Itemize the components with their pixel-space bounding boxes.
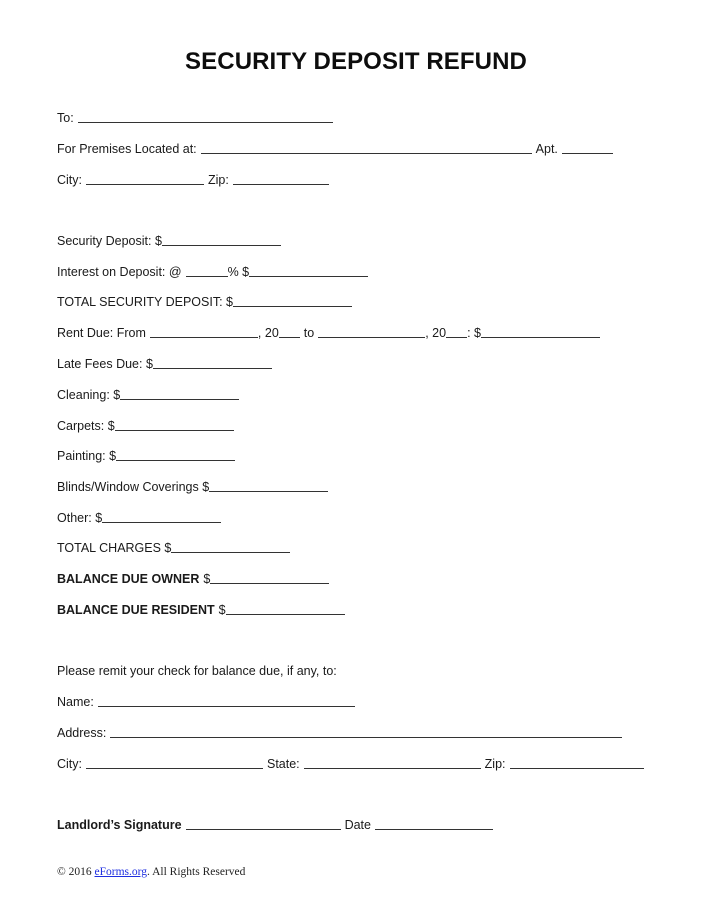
late-fees-row	[57, 356, 272, 372]
balance-resident-dollar: $	[218, 603, 226, 617]
signature-row	[57, 817, 493, 833]
remit-zip-field[interactable]	[510, 756, 644, 769]
remit-instruction: Please remit your check for balance due, if any, to:	[57, 664, 337, 678]
eforms-link[interactable]: eForms.org	[94, 866, 147, 878]
total-charges-row	[57, 540, 290, 556]
rent-to-year-field[interactable]	[446, 325, 467, 338]
rent-year1-label: , 20	[257, 326, 279, 340]
premises-field[interactable]	[201, 141, 532, 154]
painting-row	[57, 448, 235, 464]
carpets-field[interactable]	[115, 418, 234, 431]
form-title: SECURITY DEPOSIT REFUND	[185, 48, 527, 75]
remit-state-field[interactable]	[304, 756, 481, 769]
remit-city-state-zip-row	[57, 756, 644, 772]
rent-due-from-label: Rent Due: From	[57, 326, 146, 340]
city-field[interactable]	[86, 172, 204, 185]
painting-label: Painting: $	[57, 449, 117, 463]
cleaning-label: Cleaning: $	[57, 388, 121, 402]
city-zip-row	[57, 172, 329, 188]
remit-name-field[interactable]	[98, 694, 355, 707]
security-deposit-label: Security Deposit: $	[57, 234, 162, 248]
security-deposit-field[interactable]	[162, 233, 281, 246]
remit-address-label: Address:	[57, 726, 107, 740]
other-row	[57, 510, 221, 526]
rent-amount-field[interactable]	[481, 325, 600, 338]
landlord-signature-field[interactable]	[186, 817, 341, 830]
total-charges-field[interactable]	[171, 540, 290, 553]
remit-city-label: City:	[57, 757, 82, 771]
balance-owner-row	[57, 571, 329, 587]
zip-label: Zip:	[208, 173, 229, 187]
to-field[interactable]	[78, 110, 333, 123]
copyright-footer	[57, 866, 245, 878]
total-security-deposit-field[interactable]	[233, 294, 352, 307]
blinds-field[interactable]	[209, 479, 328, 492]
security-deposit-row	[57, 233, 281, 249]
late-fees-label: Late Fees Due: $	[57, 357, 153, 371]
remit-address-field[interactable]	[110, 725, 622, 738]
interest-label: Interest on Deposit: @	[57, 265, 182, 279]
balance-owner-dollar: $	[203, 572, 211, 586]
remit-state-label: State:	[267, 757, 300, 771]
cleaning-field[interactable]	[120, 387, 239, 400]
interest-amount-field[interactable]	[249, 264, 368, 277]
rent-amount-label: : $	[467, 326, 481, 340]
rights-text: . All Rights Reserved	[147, 866, 246, 878]
total-security-deposit-label: TOTAL SECURITY DEPOSIT: $	[57, 295, 233, 309]
city-label: City:	[57, 173, 82, 187]
balance-resident-field[interactable]	[226, 602, 345, 615]
carpets-row	[57, 418, 234, 434]
rent-from-year-field[interactable]	[279, 325, 300, 338]
interest-rate-field[interactable]	[186, 264, 228, 277]
remit-name-label: Name:	[57, 695, 94, 709]
remit-zip-label: Zip:	[484, 757, 506, 771]
remit-name-row	[57, 694, 355, 710]
balance-resident-label: BALANCE DUE RESIDENT	[57, 603, 215, 617]
blinds-label: Blinds/Window Coverings $	[57, 480, 210, 494]
zip-field[interactable]	[233, 172, 329, 185]
premises-label: For Premises Located at:	[57, 142, 197, 156]
painting-field[interactable]	[116, 448, 235, 461]
late-fees-field[interactable]	[153, 356, 272, 369]
rent-to-label: to	[303, 326, 315, 340]
cleaning-row	[57, 387, 239, 403]
date-field[interactable]	[375, 817, 493, 830]
apt-field[interactable]	[562, 141, 613, 154]
date-label: Date	[344, 818, 371, 832]
total-security-deposit-row	[57, 294, 352, 310]
blinds-row	[57, 479, 328, 495]
other-label: Other: $	[57, 511, 103, 525]
interest-percent-label: % $	[227, 265, 250, 279]
rent-year2-label: , 20	[425, 326, 447, 340]
to-row	[57, 110, 333, 126]
rent-from-date-field[interactable]	[150, 325, 258, 338]
rent-to-date-field[interactable]	[318, 325, 425, 338]
carpets-label: Carpets: $	[57, 419, 115, 433]
rent-due-row	[57, 325, 600, 341]
to-label: To:	[57, 111, 74, 125]
total-charges-label: TOTAL CHARGES $	[57, 541, 172, 555]
apt-label: Apt.	[535, 142, 558, 156]
premises-row	[57, 141, 613, 157]
balance-resident-row	[57, 602, 345, 618]
balance-owner-field[interactable]	[210, 571, 329, 584]
balance-owner-label: BALANCE DUE OWNER	[57, 572, 200, 586]
landlord-signature-label: Landlord’s Signature	[57, 818, 182, 832]
interest-row	[57, 264, 368, 280]
copyright-text: © 2016	[57, 866, 92, 878]
remit-address-row	[57, 725, 622, 741]
other-field[interactable]	[102, 510, 221, 523]
remit-city-field[interactable]	[86, 756, 263, 769]
